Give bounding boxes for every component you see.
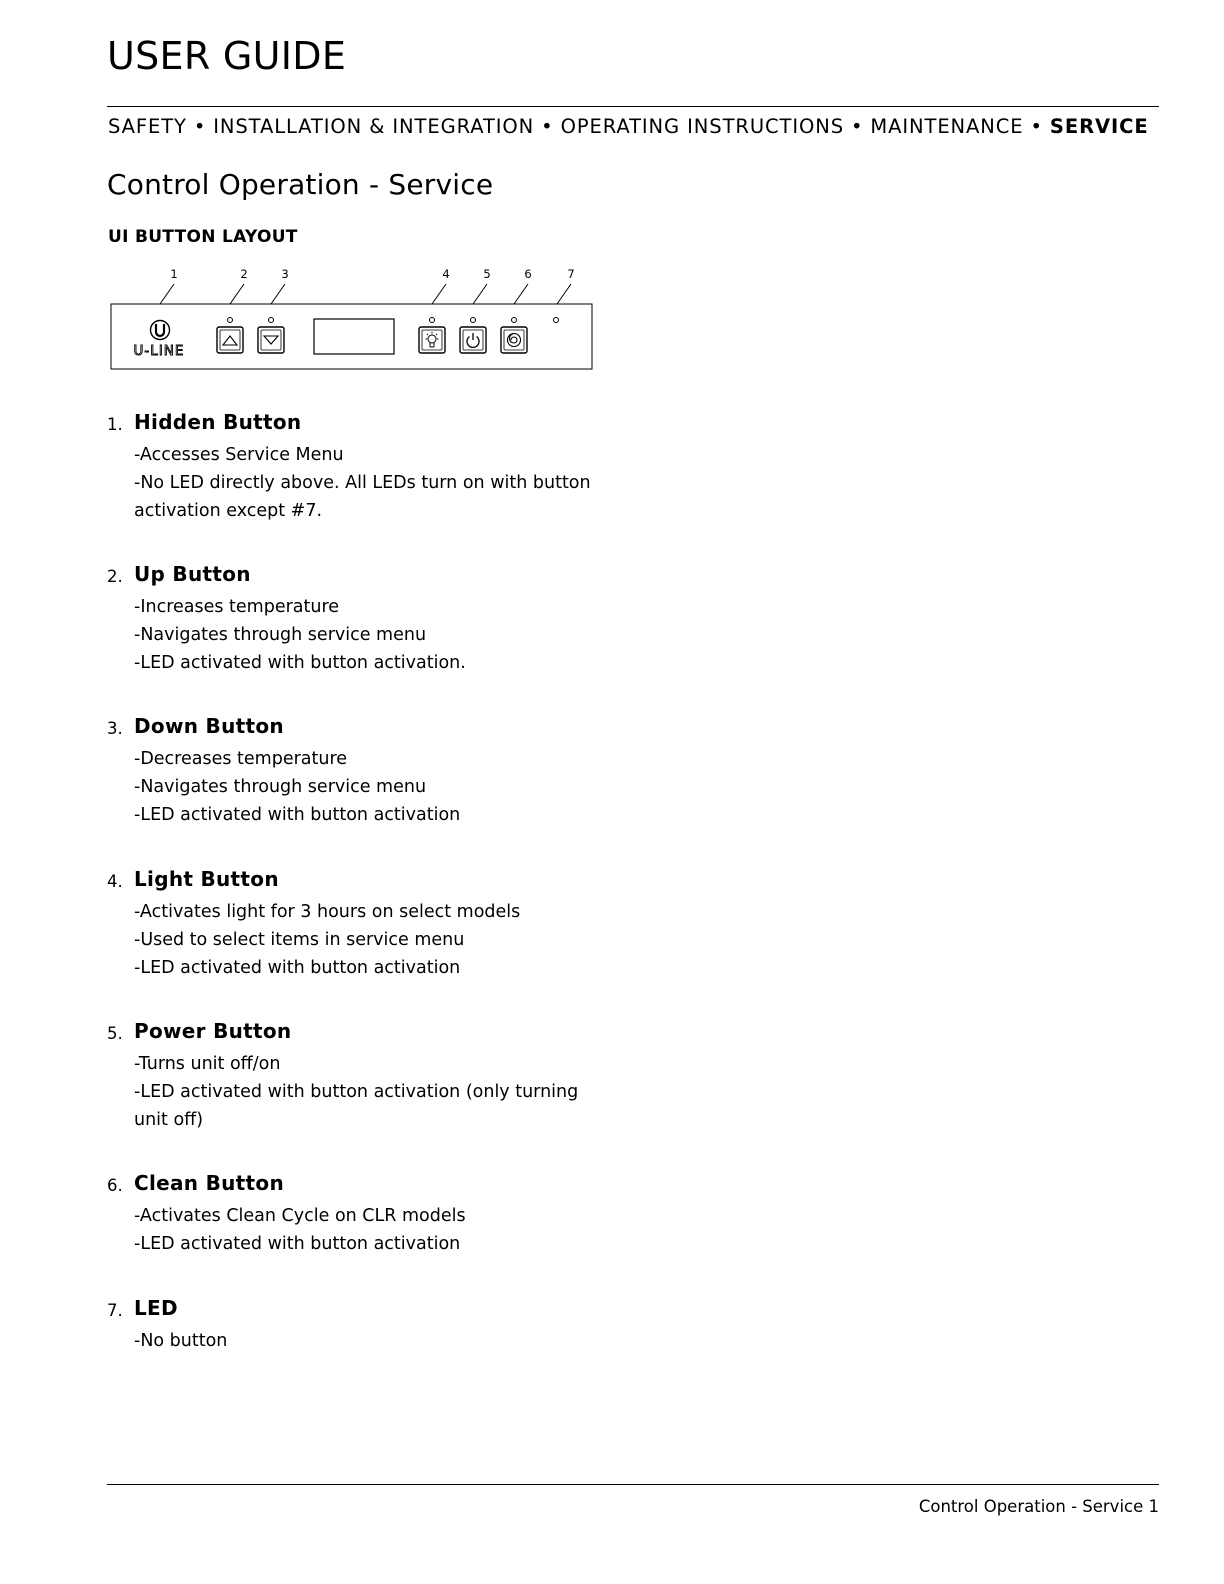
ui-button-layout-heading: UI BUTTON LAYOUT xyxy=(108,227,298,247)
down-arrow-icon xyxy=(264,336,278,344)
logo-text: U-LINE xyxy=(133,343,185,359)
item-number: 2. xyxy=(107,567,123,586)
led-indicator-icon xyxy=(554,318,559,323)
callout-5: 5 xyxy=(483,267,491,281)
nav-item-service[interactable]: SERVICE xyxy=(1049,115,1149,138)
item-number: 1. xyxy=(107,415,123,434)
down-button[interactable] xyxy=(258,327,284,353)
nav-separator: • xyxy=(851,115,864,138)
item-line: -LED activated with button activation xyxy=(134,805,461,825)
callout-3: 3 xyxy=(281,267,289,281)
item-line: -Decreases temperature xyxy=(134,749,348,769)
section-nav xyxy=(108,115,1149,138)
item-line: -LED activated with button activation (only turning unit off) xyxy=(134,1082,579,1130)
item-title: Hidden Button xyxy=(134,410,302,434)
item-number: 4. xyxy=(107,872,123,891)
item-line: -No LED directly above. All LEDs turn on with button activation except #7. xyxy=(134,473,591,521)
item-number: 3. xyxy=(107,719,123,738)
item-line: -Activates light for 3 hours on select models xyxy=(134,902,521,922)
item-line: -Navigates through service menu xyxy=(134,777,427,797)
item-title: Down Button xyxy=(134,714,284,738)
ui-button-layout-diagram xyxy=(105,262,600,374)
item-line: -LED activated with button activation. xyxy=(134,653,466,673)
light-bulb-icon xyxy=(426,332,439,347)
nav-item-installation-integration[interactable]: INSTALLATION & INTEGRATION xyxy=(213,115,535,138)
nav-separator: • xyxy=(541,115,554,138)
callout-1: 1 xyxy=(170,267,178,281)
item-line: -Navigates through service menu xyxy=(134,625,427,645)
item-line: -LED activated with button activation xyxy=(134,958,461,978)
item-line: -No button xyxy=(134,1331,228,1351)
item-line: -Accesses Service Menu xyxy=(134,445,344,465)
item-line: -Increases temperature xyxy=(134,597,340,617)
item-number: 5. xyxy=(107,1024,123,1043)
nav-item-maintenance[interactable]: MAINTENANCE xyxy=(870,115,1024,138)
callout-6: 6 xyxy=(524,267,532,281)
item-title: Clean Button xyxy=(134,1171,284,1195)
clean-button[interactable] xyxy=(501,327,527,353)
u-line-logo-icon xyxy=(134,321,185,360)
power-button[interactable] xyxy=(460,327,486,353)
page-footer: Control Operation - Service 1 xyxy=(918,1497,1159,1516)
footer-divider xyxy=(107,1484,1159,1485)
item-number: 7. xyxy=(107,1301,123,1320)
item-line: -Activates Clean Cycle on CLR models xyxy=(134,1206,466,1226)
item-title: Light Button xyxy=(134,867,279,891)
callout-4: 4 xyxy=(442,267,450,281)
up-arrow-icon xyxy=(223,336,237,345)
header-divider xyxy=(107,106,1159,107)
nav-separator: • xyxy=(193,115,207,138)
document-title: USER GUIDE xyxy=(107,34,347,78)
power-icon xyxy=(467,333,479,347)
light-button[interactable] xyxy=(419,327,445,353)
item-title: Power Button xyxy=(134,1019,292,1043)
item-title: LED xyxy=(134,1296,178,1320)
page-title: Control Operation - Service xyxy=(107,168,494,201)
up-button[interactable] xyxy=(217,327,243,353)
nav-separator: • xyxy=(1030,115,1043,138)
callout-leader-lines xyxy=(160,284,571,304)
item-line: -Turns unit off/on xyxy=(134,1054,281,1074)
nav-item-operating-instructions[interactable]: OPERATING INSTRUCTIONS xyxy=(560,115,844,138)
led-indicators xyxy=(228,318,559,323)
callout-2: 2 xyxy=(240,267,248,281)
item-title: Up Button xyxy=(134,562,251,586)
callout-7: 7 xyxy=(567,267,575,281)
clean-swirl-icon xyxy=(508,334,521,347)
nav-item-safety[interactable]: SAFETY xyxy=(108,115,187,138)
item-line: -LED activated with button activation xyxy=(134,1234,461,1254)
item-line: -Used to select items in service menu xyxy=(134,930,465,950)
item-number: 6. xyxy=(107,1176,123,1195)
temperature-display xyxy=(314,319,394,354)
